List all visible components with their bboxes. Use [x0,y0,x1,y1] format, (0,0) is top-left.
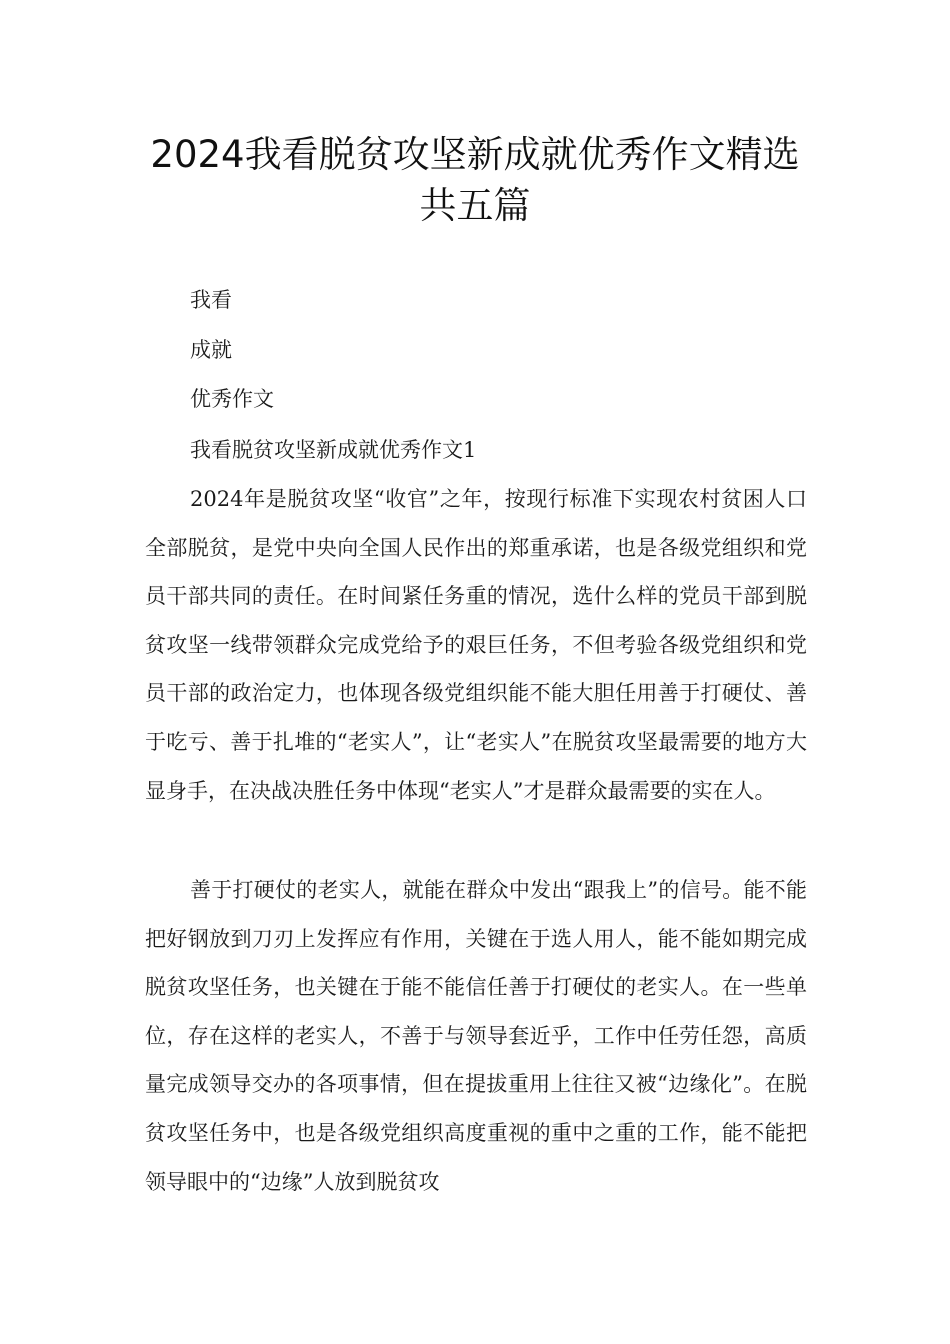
keyword-3: 优秀作文 [190,387,274,411]
body-paragraph-2: 善于打硬仗的老实人，就能在群众中发出“跟我上”的信号。能不能把好钢放到刀刃上发挥应有作用，关键在于选人用人，能不能如期完成脱贫攻坚任务，也关键在于能不能信任善于打硬仗的老实人。在一些单位，存在这样的老实人，不善于与领导套近乎，工作中任劳任怨，高质量完成领导交办的各项事情，但在提拔重用上往往又被“边缘化”。在脱贫攻坚任务中，也是各级党组织高度重视的重中之重的工作，能不能把领导眼中的“边缘”人放到脱贫攻 [145,878,807,1194]
document-title-line-2: 共五篇 [419,184,531,227]
body-paragraph-1: 2024年是脱贫攻坚“收官”之年，按现行标准下实现农村贫困人口全部脱贫，是党中央向全国人民作出的郑重承诺，也是各级党组织和党员干部共同的责任。在时间紧任务重的情况，选什么样的党员干部到脱贫攻坚一线带领群众完成党给予的艰巨任务，不但考验各级党组织和党员干部的政治定力，也体现各级党组织能不能大胆任用善于打硬仗、善于吃亏、善于扎堆的“老实人”，让“老实人”在脱贫攻坚最需要的地方大显身手，在决战决胜任务中体现“老实人”才是群众最需要的实在人。 [145,487,807,803]
section-heading: 我看脱贫攻坚新成就优秀作文1 [190,438,477,462]
keyword-1: 我看 [190,288,232,312]
document-title-line-1: 2024我看脱贫攻坚新成就优秀作文精选 [150,133,800,176]
keyword-2: 成就 [190,338,232,362]
